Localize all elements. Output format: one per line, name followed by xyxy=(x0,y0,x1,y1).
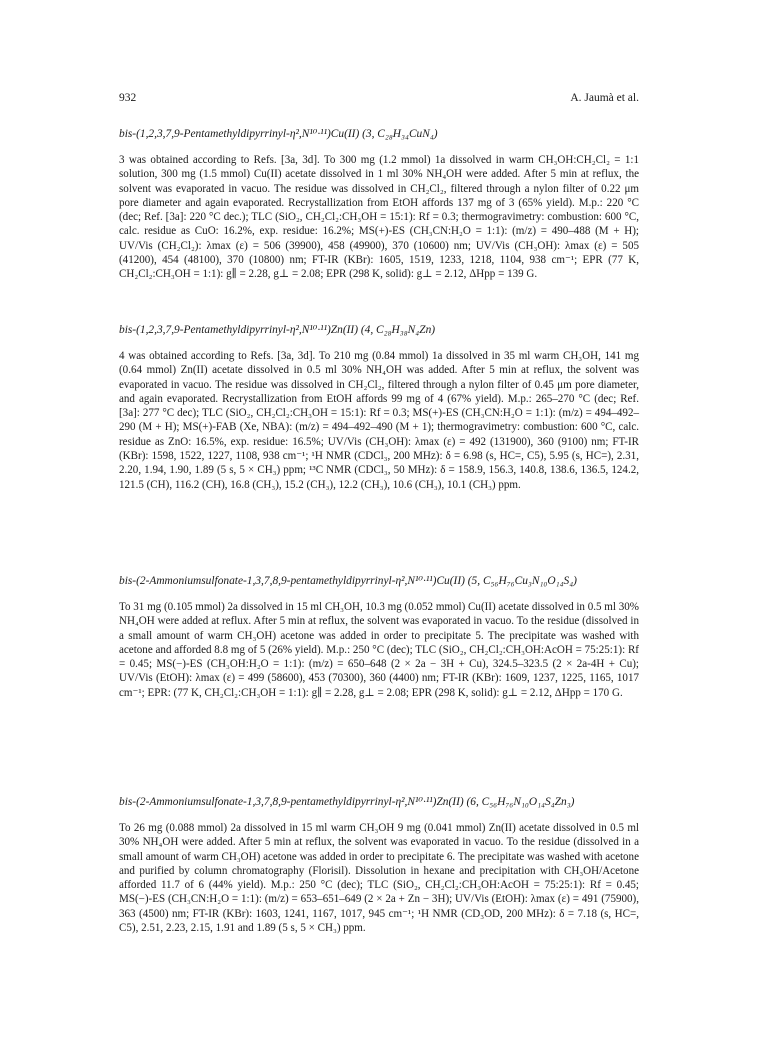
compound-5-text: To 31 mg (0.105 mmol) 2a dissolved in 15 ml CH₃OH, 10.3 mg (0.052 mmol) Cu(II) acetate dissolved in 0.5 ml 30% NH₄OH were added at reflux. After 5 min at reflux, the solvent was evaporated in vacuo. To the residue (dissolved in a small amount of warm CH₃OH) acetone was added in order to precipitate 5. The precipitate was washed with acetone and afforded 8.8 mg of 5 (26% yield). M.p.: 250 °C (dec); TLC (SiO₂, CH₂Cl₂:CH₃OH:AcOH = 75:25:1): Rf = 0.45; MS(−)-ES (CH₃OH:H₂O = 1:1): (m/z) = 650–648 (2 × 2a − 3H + Cu), 324.5–323.5 (2 × 2a-4H + Cu); UV/Vis (EtOH): λmax (ε) = 499 (58600), 453 (70300), 360 (4400) nm; FT-IR (KBr): 1609, 1237, 1225, 1165, 1017 cm⁻¹; EPR: (77 K, CH₂Cl₂:CH₃OH = 1:1): g∥ = 2.28, g⊥ = 2.08; EPR (298 K, solid): g⊥ = 2.12, ΔHpp = 170 G. xyxy=(119,601,639,699)
compound-6-text: To 26 mg (0.088 mmol) 2a dissolved in 15 ml warm CH₃OH 9 mg (0.041 mmol) Zn(II) acetate dissolved in 0.5 ml 30% NH₄OH were added. After 5 min at reflux, the solvent was evaporated in vacuo. To the residue (dissolved in a small amount of warm CH₃OH) acetone was added in order to precipitate 6. The precipitate was washed with acetone and purified by column chromatography (Florisil). Dissolution in hexane and precipitation with CH₃OH/Acetone afforded 11.7 of 6 (44% yield). M.p.: 250 °C (dec); TLC (SiO₂, CH₂Cl₂:CH₃OH:AcOH = 75:25:1): Rf = 0.45; MS(−)-ES (CH₃CN:H₂O = 1:1): (m/z) = 653–651–649 (2 × 2a + Zn − 3H); UV/Vis (EtOH): λmax (ε) = 491 (75900), 363 (4500) nm; FT-IR (KBr): 1603, 1241, 1167, 1017, 945 cm⁻¹; ¹H NMR (CD₃OD, 200 MHz): δ = 7.18 (s, HC=, C5), 2.51, 2.23, 2.15, 1.91 and 1.89 (5 s, 5 × CH₃) ppm. xyxy=(119,822,639,935)
compound-3-text: 3 was obtained according to Refs. [3a, 3d]. To 300 mg (1.2 mmol) 1a dissolved in warm CH₃OH:CH₂Cl₂ = 1:1 solution, 300 mg (1.5 mmol) Cu(II) acetate dissolved in 1 ml 30% NH₄OH were added. After 5 min at reflux, the solvent was evaporated in vacuo. The residue was dissolved in CH₂Cl₂, filtered through a nylon filter of 0.22 μm pore diameter and again evaporated. Recrystallization from EtOH affords 137 mg of 3 (65% yield). M.p.: 220 °C (dec; Ref. [3a]: 220 °C dec.); TLC (SiO₂, CH₂Cl₂:CH₃OH = 15:1): Rf = 0.3; thermogravimetry: combustion: 600 °C, calc. residue as CuO: 16.2%, exp. residue: 16.2%; MS(+)-ES (CH₃CN:H₂O = 1:1): (m/z) = 490–488 (M + H); UV/Vis (CH₂Cl₂): λmax (ε) = 506 (39900), 458 (49900), 370 (10600) nm; UV/Vis (CH₃OH): λmax (ε) = 505 (41200), 454 (48100), 370 (10800) nm; FT-IR (KBr): 1605, 1519, 1233, 1218, 1104, 938 cm⁻¹; EPR (77 K, CH₂Cl₂:CH₃OH = 1:1): g∥ = 2.28, g⊥ = 2.08; EPR (298 K, solid): g⊥ = 2.12, ΔHpp = 139 G. xyxy=(119,154,639,281)
running-header xyxy=(119,92,639,110)
compound-6-section xyxy=(119,795,639,935)
compound-3-section xyxy=(119,127,639,282)
compound-6-heading: bis-(2-Ammoniumsulfonate-1,3,7,8,9-pentamethyldipyrrinyl-η²,N¹⁰·¹¹)Zn(II) (6, C₅₆H₇₆N₁₀O₁₄S₄Zn₃) xyxy=(119,796,575,808)
compound-5-heading: bis-(2-Ammoniumsulfonate-1,3,7,8,9-pentamethyldipyrrinyl-η²,N¹⁰·¹¹)Cu(II) (5, C₅₆H₇₆Cu₃N₁₀O₁₄S₄) xyxy=(119,575,577,587)
compound-4-text: 4 was obtained according to Refs. [3a, 3d]. To 210 mg (0.84 mmol) 1a dissolved in 35 ml warm CH₃OH, 141 mg (0.64 mmol) Zn(II) acetate dissolved in 0.5 ml 30% NH₄OH was added. After 5 min at reflux, the solvent was evaporated in vacuo. The residue was dissolved in CH₂Cl₂, filtered through a nylon filter of 0.45 μm pore diameter, and again evaporated. Recrystallization from EtOH affords 99 mg of 4 (67% yield). M.p.: 265–270 °C (dec; Ref. [3a]: 277 °C dec); TLC (SiO₂, CH₂Cl₂:CH₃OH = 15:1): Rf = 0.3; MS(+)-ES (CH₃CN:H₂O = 1:1): (m/z) = 494–492–290 (M + H); MS(+)-FAB (Xe, NBA): (m/z) = 494–492–490 (M + 1); thermogravimetry: combustion: 600 °C, calc. residue as ZnO: 16.5%, exp. residue: 16.5%; UV/Vis (CH₃OH): λmax (ε) = 492 (131900), 360 (9100) nm; FT-IR (KBr): 1598, 1522, 1227, 1108, 938 cm⁻¹; ¹H NMR (CDCl₃, 200 MHz): δ = 6.98 (s, HC=, C5), 5.95 (s, HC=), 2.31, 2.20, 1.94, 1.90, 1.89 (5 s, 5 × CH₃) ppm; ¹³C NMR (CDCl₃, 50 MHz): δ = 158.9, 156.3, 140.8, 138.6, 136.5, 124.2, 121.5 (CH), 116.2 (CH), 16.8 (CH₃), 15.2 (CH₃), 12.2 (CH₃), 10.6 (CH₃), 10.1 (CH₃) ppm. xyxy=(119,350,639,491)
compound-5-section xyxy=(119,574,639,700)
compound-4-heading: bis-(1,2,3,7,9-Pentamethyldipyrrinyl-η²,N¹⁰·¹¹)Zn(II) (4, C₂₈H₃₈N₄Zn) xyxy=(119,324,436,336)
page-number: 932 xyxy=(119,92,137,104)
compound-3-heading: bis-(1,2,3,7,9-Pentamethyldipyrrinyl-η²,N¹⁰·¹¹)Cu(II) (3, C₂₈H₃₄CuN₄) xyxy=(119,128,438,140)
running-author: A. Jaumà et al. xyxy=(570,92,639,104)
compound-4-section xyxy=(119,323,639,492)
